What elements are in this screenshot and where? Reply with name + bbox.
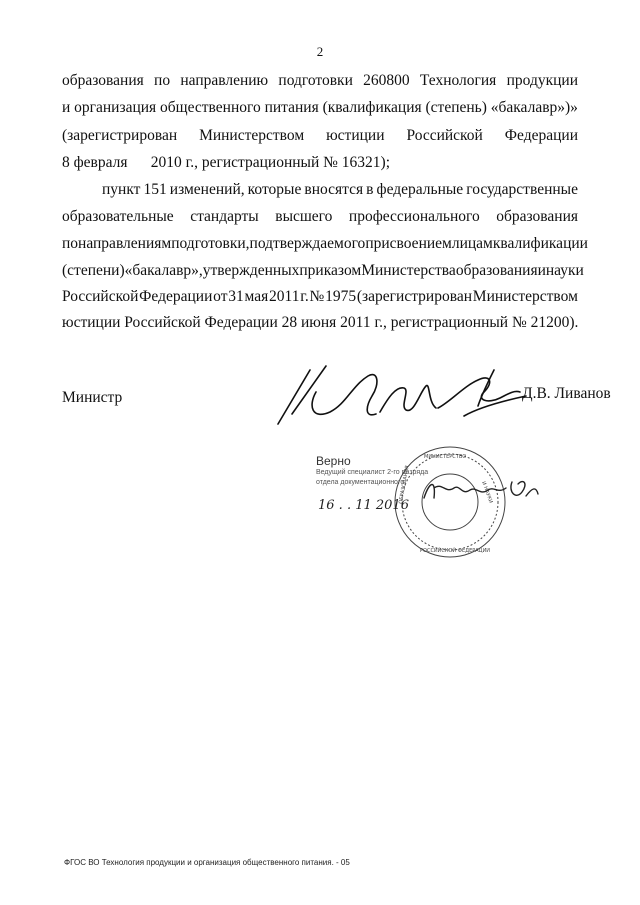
word: направлениям [78,235,172,252]
word: 1975 [325,288,357,305]
word: образовательные [62,208,174,225]
minister-name: Д.В. Ливанов [522,385,611,402]
word: приказом [299,262,362,279]
word: (зарегистрирован [356,288,473,305]
word: Федерации [504,127,578,144]
word: № [309,288,325,305]
word: по [62,235,79,252]
word: продукции [506,72,578,89]
word: 260800 [363,72,410,89]
paragraph-2-line-5 [62,288,578,306]
word: Министерством [472,288,578,305]
word: образования [496,208,578,225]
word: Российской [406,127,483,144]
paragraph-2-line-1 [62,181,578,199]
signature-image [268,362,538,437]
word: питания [264,99,319,116]
word: подтверждаемого [249,235,366,252]
paragraph-1-line-4: 8 февраля 2010 г., регистрационный № 16321); [62,154,391,171]
word: юстиции [326,127,385,144]
word: Министерства [361,262,456,279]
paragraph-2-line-4 [62,262,584,280]
paragraph-1-line-3 [62,127,578,145]
word: присвоением [365,235,452,252]
word: (степени) [62,262,125,279]
certification-date: 16 . . 11 2016 [318,498,409,513]
word: 31 [228,288,244,305]
handwritten-certifier-name [420,474,540,509]
word: утвержденных [202,262,300,279]
word: Министерством [199,127,305,144]
word: квалификации [492,235,588,252]
position-line-2: отдела документационного [316,479,405,486]
word: образования [455,262,538,279]
word: общественного [160,99,261,116]
footer-text: ФГОС ВО Технология продукции и организация общественного питания. - 05 [64,858,350,867]
word: направлению [180,72,269,89]
paragraph-2-line-6: юстиции Российской Федерации 28 июня 2011 г., регистрационный № 21200). [62,314,579,331]
word: высшего [275,208,333,225]
position-line-1: Ведущий специалист 2-го разряда [316,469,429,476]
word: 151 [143,181,167,198]
svg-text:И НАУКИ: И НАУКИ [480,480,494,505]
word: и [537,262,546,279]
word: в [366,181,374,198]
word: профессионального [348,208,480,225]
page-number: 2 [316,44,324,59]
word: Российской [62,288,139,305]
svg-text:РОССИЙСКОЙ ФЕДЕРАЦИИ: РОССИЙСКОЙ ФЕДЕРАЦИИ [420,548,491,554]
word: образования [62,72,144,89]
word: (квалификация [322,99,422,116]
word: (зарегистрирован [62,127,178,144]
paragraph-2-line-2 [62,208,578,226]
word: 2011 [269,288,300,305]
word: по [154,72,171,89]
word: от [213,288,228,305]
word: подготовки, [171,235,250,252]
paragraph-1-line-2 [62,99,578,117]
word: «бакалавр», [124,262,203,279]
svg-text:МИНИСТЕРСТВО: МИНИСТЕРСТВО [424,454,467,460]
minister-title: Министр [62,389,123,406]
word: мая [244,288,269,305]
word: Технология [419,72,497,89]
word: федеральные [376,181,464,198]
word: пункт [102,181,141,198]
paragraph-1-line-1 [62,72,578,90]
svg-text:ОБРАЗОВАНИЯ: ОБРАЗОВАНИЯ [398,465,411,505]
word: г. [300,288,309,305]
handwritten-signature-icon [268,362,538,432]
paragraph-2-line-3 [62,235,588,253]
word: Федерации [139,288,213,305]
word: изменений, [169,181,245,198]
verno-label: Верно [316,454,351,468]
word: лицам [451,235,493,252]
certification-block [316,454,428,488]
word: подготовки [278,72,353,89]
word: науки [545,262,584,279]
word: которые [247,181,302,198]
word: вносятся [304,181,364,198]
word: и [62,99,71,116]
word: стандарты [190,208,259,225]
word: организация [74,99,157,116]
word: (степень) [425,99,487,116]
word: государственные [466,181,578,198]
handwritten-name-icon [420,474,540,504]
word: «бакалавр»)» [490,99,578,116]
